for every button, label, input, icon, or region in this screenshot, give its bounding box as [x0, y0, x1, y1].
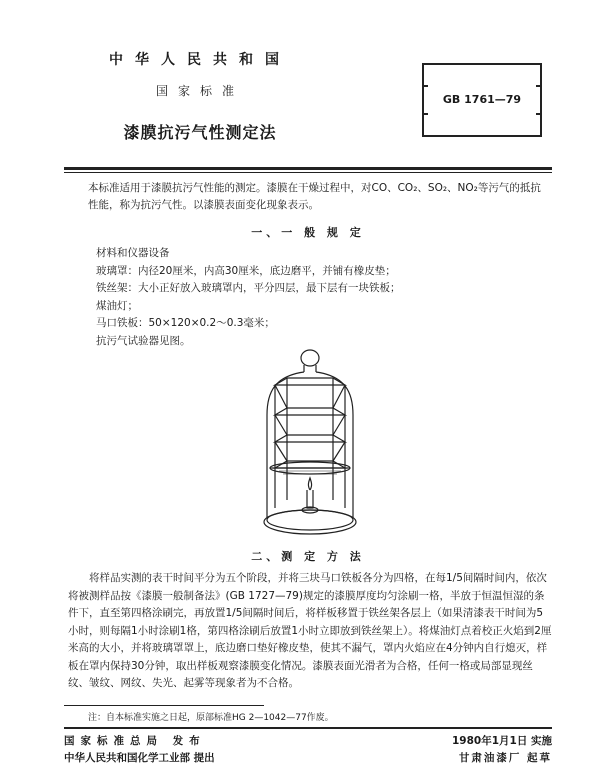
- document-title: 漆膜抗污气性测定法: [123, 123, 277, 142]
- issuer: 国家标准总局 发布: [64, 735, 206, 747]
- list-item: 煤油灯；: [96, 299, 138, 312]
- note-rule: [64, 705, 264, 706]
- footer-rule: [64, 727, 552, 729]
- list-item: 抗污气试验器见图。: [96, 334, 191, 347]
- apparatus-figure: [255, 340, 365, 550]
- list-item: 马口铁板：50×120×0.2～0.3毫米；: [96, 317, 275, 329]
- proposer: 中华人民共和国化学工业部 提出: [64, 752, 215, 764]
- footnote: 注：自本标准实施之日起，原部标准HG 2—1042—77作废。: [88, 713, 334, 723]
- list-item: 玻璃罩：内径20厘米，内高30厘米，底边磨平，并铺有橡皮垫；: [96, 264, 396, 277]
- effective-date: 1980年1月1日 实施: [452, 735, 552, 747]
- section-method-heading: 二、测 定 方 法: [251, 550, 365, 563]
- header-rule-thick: [64, 167, 552, 170]
- list-item: 材料和仪器设备: [96, 247, 170, 259]
- drafter: 甘肃油漆厂 起草: [458, 752, 552, 764]
- country-name: 中华人民共和国: [109, 52, 291, 68]
- list-item: 铁丝架：大小正好放入玻璃罩内，平分四层，最下层有一块铁板；: [96, 282, 401, 294]
- equipment-list: [96, 245, 536, 350]
- standard-code: GB 1761—79: [442, 93, 522, 106]
- method-paragraph: 将样品实测的表干时间平分为五个阶段，并将三块马口铁板各分为四格，在每1/5间隔时间内，依次将被测样品按《漆膜一般制备法》(GB 1727—79)规定的漆膜厚度均匀涂刷一格，半放于恒温恒湿的条件下，直至第四格涂刷完，再放置1/5间隔时间后，将样板移置于铁丝架各层上（如果清漆表干时间为5小时，则每隔1小时涂刷1格，第四格涂刷后放置1小时立即放到铁丝架上）。将煤油灯点着校正火焰到2厘米高的大小，并将玻璃罩罩上，底边磨口垫好橡皮垫，使其不漏气，罩内火焰应在4分钟内自行熄灭，样板在罩内保持30分钟，取出样板观察漆膜变化情况。漆膜表面光滑者为合格，任何一格或局部显现丝纹、皱纹、网纹、失光、起雾等现象者为不合格。: [68, 572, 552, 689]
- section-general-heading: 一、一 般 规 定: [251, 226, 365, 239]
- header-rule-thin: [64, 172, 552, 173]
- scope-paragraph: 本标准适用于漆膜抗污气性能的测定。漆膜在干燥过程中，对CO、CO₂、SO₂、NO₂等污气的抵抗性能，称为抗污气性。以漆膜表面变化现象表示。: [88, 182, 541, 211]
- standard-type: 国家标准: [155, 84, 244, 98]
- standard-code-box: [422, 63, 542, 137]
